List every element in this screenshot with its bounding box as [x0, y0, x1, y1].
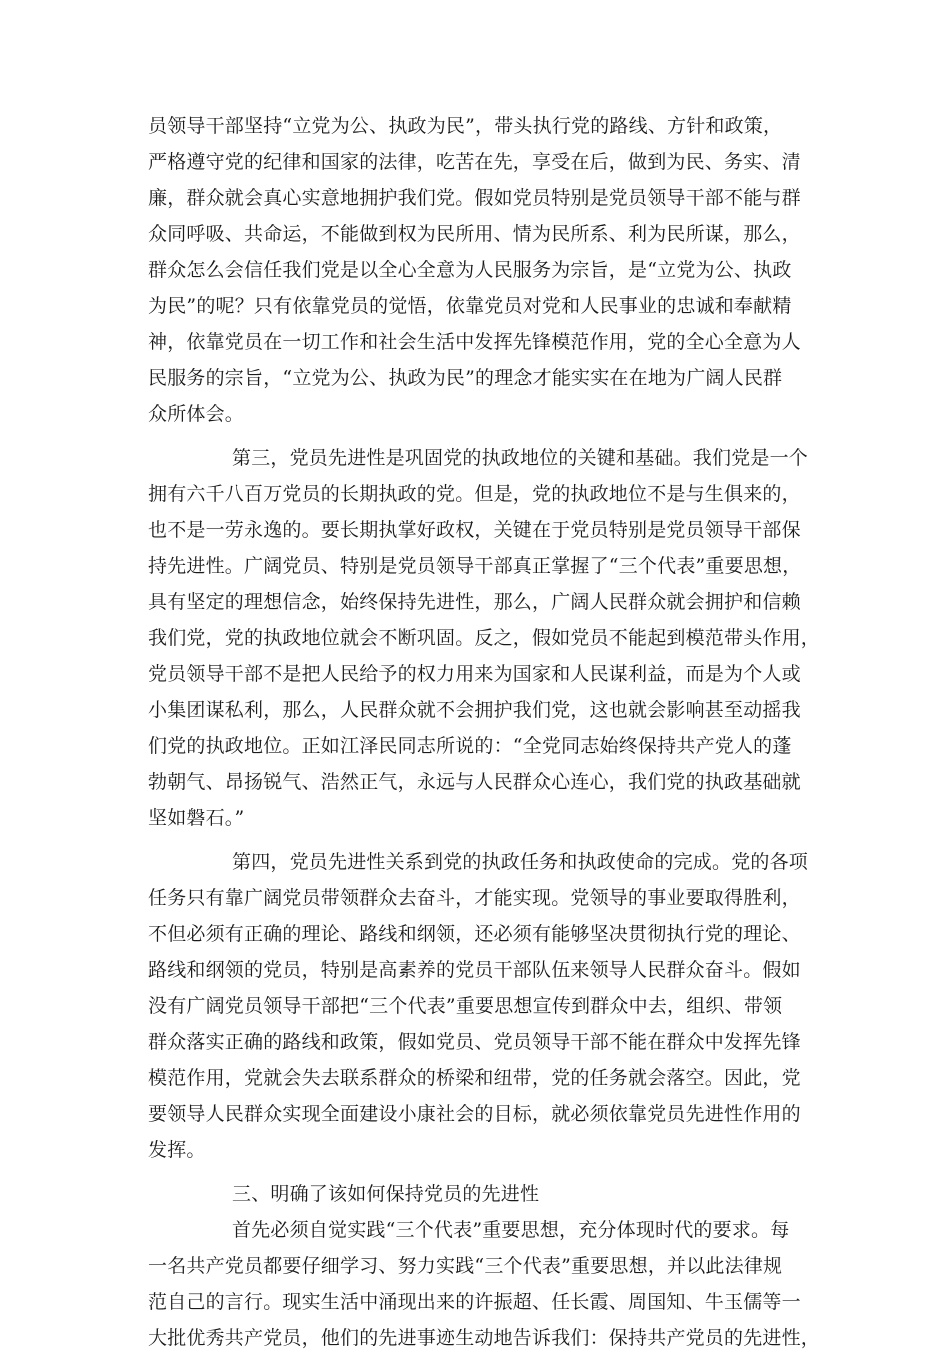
- text-line: 拥有六千八百万党员的长期执政的党。但是，党的执政地位不是与生俱来的，: [148, 483, 801, 505]
- text-line: 为民”的呢？只有依靠党员的觉悟，依靠党员对党和人民事业的忠诚和奉献精: [148, 295, 792, 317]
- text-line: 小集团谋私利，那么，人民群众就不会拥护我们党，这也就会影响甚至动摇我: [148, 699, 801, 721]
- text-line: 勃朝气、昂扬锐气、浩然正气，永远与人民群众心连心，我们党的执政基础就: [148, 771, 801, 793]
- text-line: 员领导干部坚持“立党为公、执政为民”，带头执行党的路线、方针和政策，: [148, 115, 783, 137]
- text-line: 一名共产党员都要仔细学习、努力实践“三个代表”重要思想，并以此法律规: [148, 1255, 783, 1277]
- text-line: 发挥。: [148, 1139, 206, 1161]
- section-heading: [148, 1176, 808, 1212]
- text-line: 路线和纲领的党员，特别是高素养的党员干部队伍来领导人民群众奋斗。假如: [148, 959, 801, 981]
- text-line: 模范作用，党就会失去联系群众的桥梁和纽带，党的任务就会落空。因此，党: [148, 1067, 801, 1089]
- paragraph-first-requirement: [148, 1212, 821, 1356]
- text-line: 我们党，党的执政地位就会不断巩固。反之，假如党员不能起到模范带头作用，: [148, 627, 821, 649]
- text-line: 坚如磐石。”: [148, 807, 245, 829]
- text-line: 大批优秀共产党员，他们的先进事迹生动地告诉我们：保持共产党员的先进性，: [148, 1327, 821, 1349]
- text-line: 不但必须有正确的理论、路线和纲领，还必须有能够坚决贯彻执行党的理论、: [148, 923, 801, 945]
- text-line: 具有坚定的理想信念，始终保持先进性，那么，广阔人民群众就会拥护和信赖: [148, 591, 801, 613]
- paragraph-third-point: [148, 440, 821, 836]
- text-line: 要领导人民群众实现全面建设小康社会的目标，就必须依靠党员先进性作用的: [148, 1103, 801, 1125]
- text-line: 民服务的宗旨，“立党为公、执政为民”的理念才能实实在在地为广阔人民群: [148, 367, 783, 389]
- text-line: 任务只有靠广阔党员带领群众去奋斗，才能实现。党领导的事业要取得胜利，: [148, 887, 801, 909]
- text-line: 第四，党员先进性关系到党的执政任务和执政使命的完成。党的各项: [232, 851, 809, 873]
- paragraph-fourth-point: [148, 844, 808, 1168]
- text-line: 们党的执政地位。正如江泽民同志所说的：“全党同志始终保持共产党人的蓬: [148, 735, 792, 757]
- text-line: 没有广阔党员领导干部把“三个代表”重要思想宣传到群众中去，组织、带领: [148, 995, 783, 1017]
- text-line: 严格遵守党的纪律和国家的法律，吃苦在先，享受在后，做到为民、务实、清: [148, 151, 801, 173]
- text-line: 党员领导干部不是把人民给予的权力用来为国家和人民谋利益，而是为个人或: [148, 663, 801, 685]
- text-line: 持先进性。广阔党员、特别是党员领导干部真正掌握了“三个代表”重要思想，: [148, 555, 802, 577]
- text-line: 众所体会。: [148, 403, 245, 425]
- text-line: 众同呼吸、共命运，不能做到权为民所用、情为民所系、利为民所谋，那么，: [148, 223, 801, 245]
- text-line: 也不是一劳永逸的。要长期执掌好政权，关键在于党员特别是党员领导干部保: [148, 519, 801, 541]
- text-line: 神，依靠党员在一切工作和社会生活中发挥先锋模范作用，党的全心全意为人: [148, 331, 801, 353]
- paragraph-continuation: [148, 108, 808, 432]
- text-line: 第三，党员先进性是巩固党的执政地位的关键和基础。我们党是一个: [232, 447, 809, 469]
- text-line: 范自己的言行。现实生活中涌现出来的许振超、任长霞、周国知、牛玉儒等一: [148, 1291, 801, 1313]
- heading-text: 三、明确了该如何保持党员的先进性: [232, 1183, 540, 1205]
- text-line: 首先必须自觉实践“三个代表”重要思想，充分体现时代的要求。每: [232, 1219, 790, 1241]
- text-line: 群众怎么会信任我们党是以全心全意为人民服务为宗旨，是“立党为公、执政: [148, 259, 792, 281]
- text-line: 廉，群众就会真心实意地拥护我们党。假如党员特别是党员领导干部不能与群: [148, 187, 801, 209]
- document-body: [148, 108, 821, 1356]
- text-line: 群众落实正确的路线和政策，假如党员、党员领导干部不能在群众中发挥先锋: [148, 1031, 801, 1053]
